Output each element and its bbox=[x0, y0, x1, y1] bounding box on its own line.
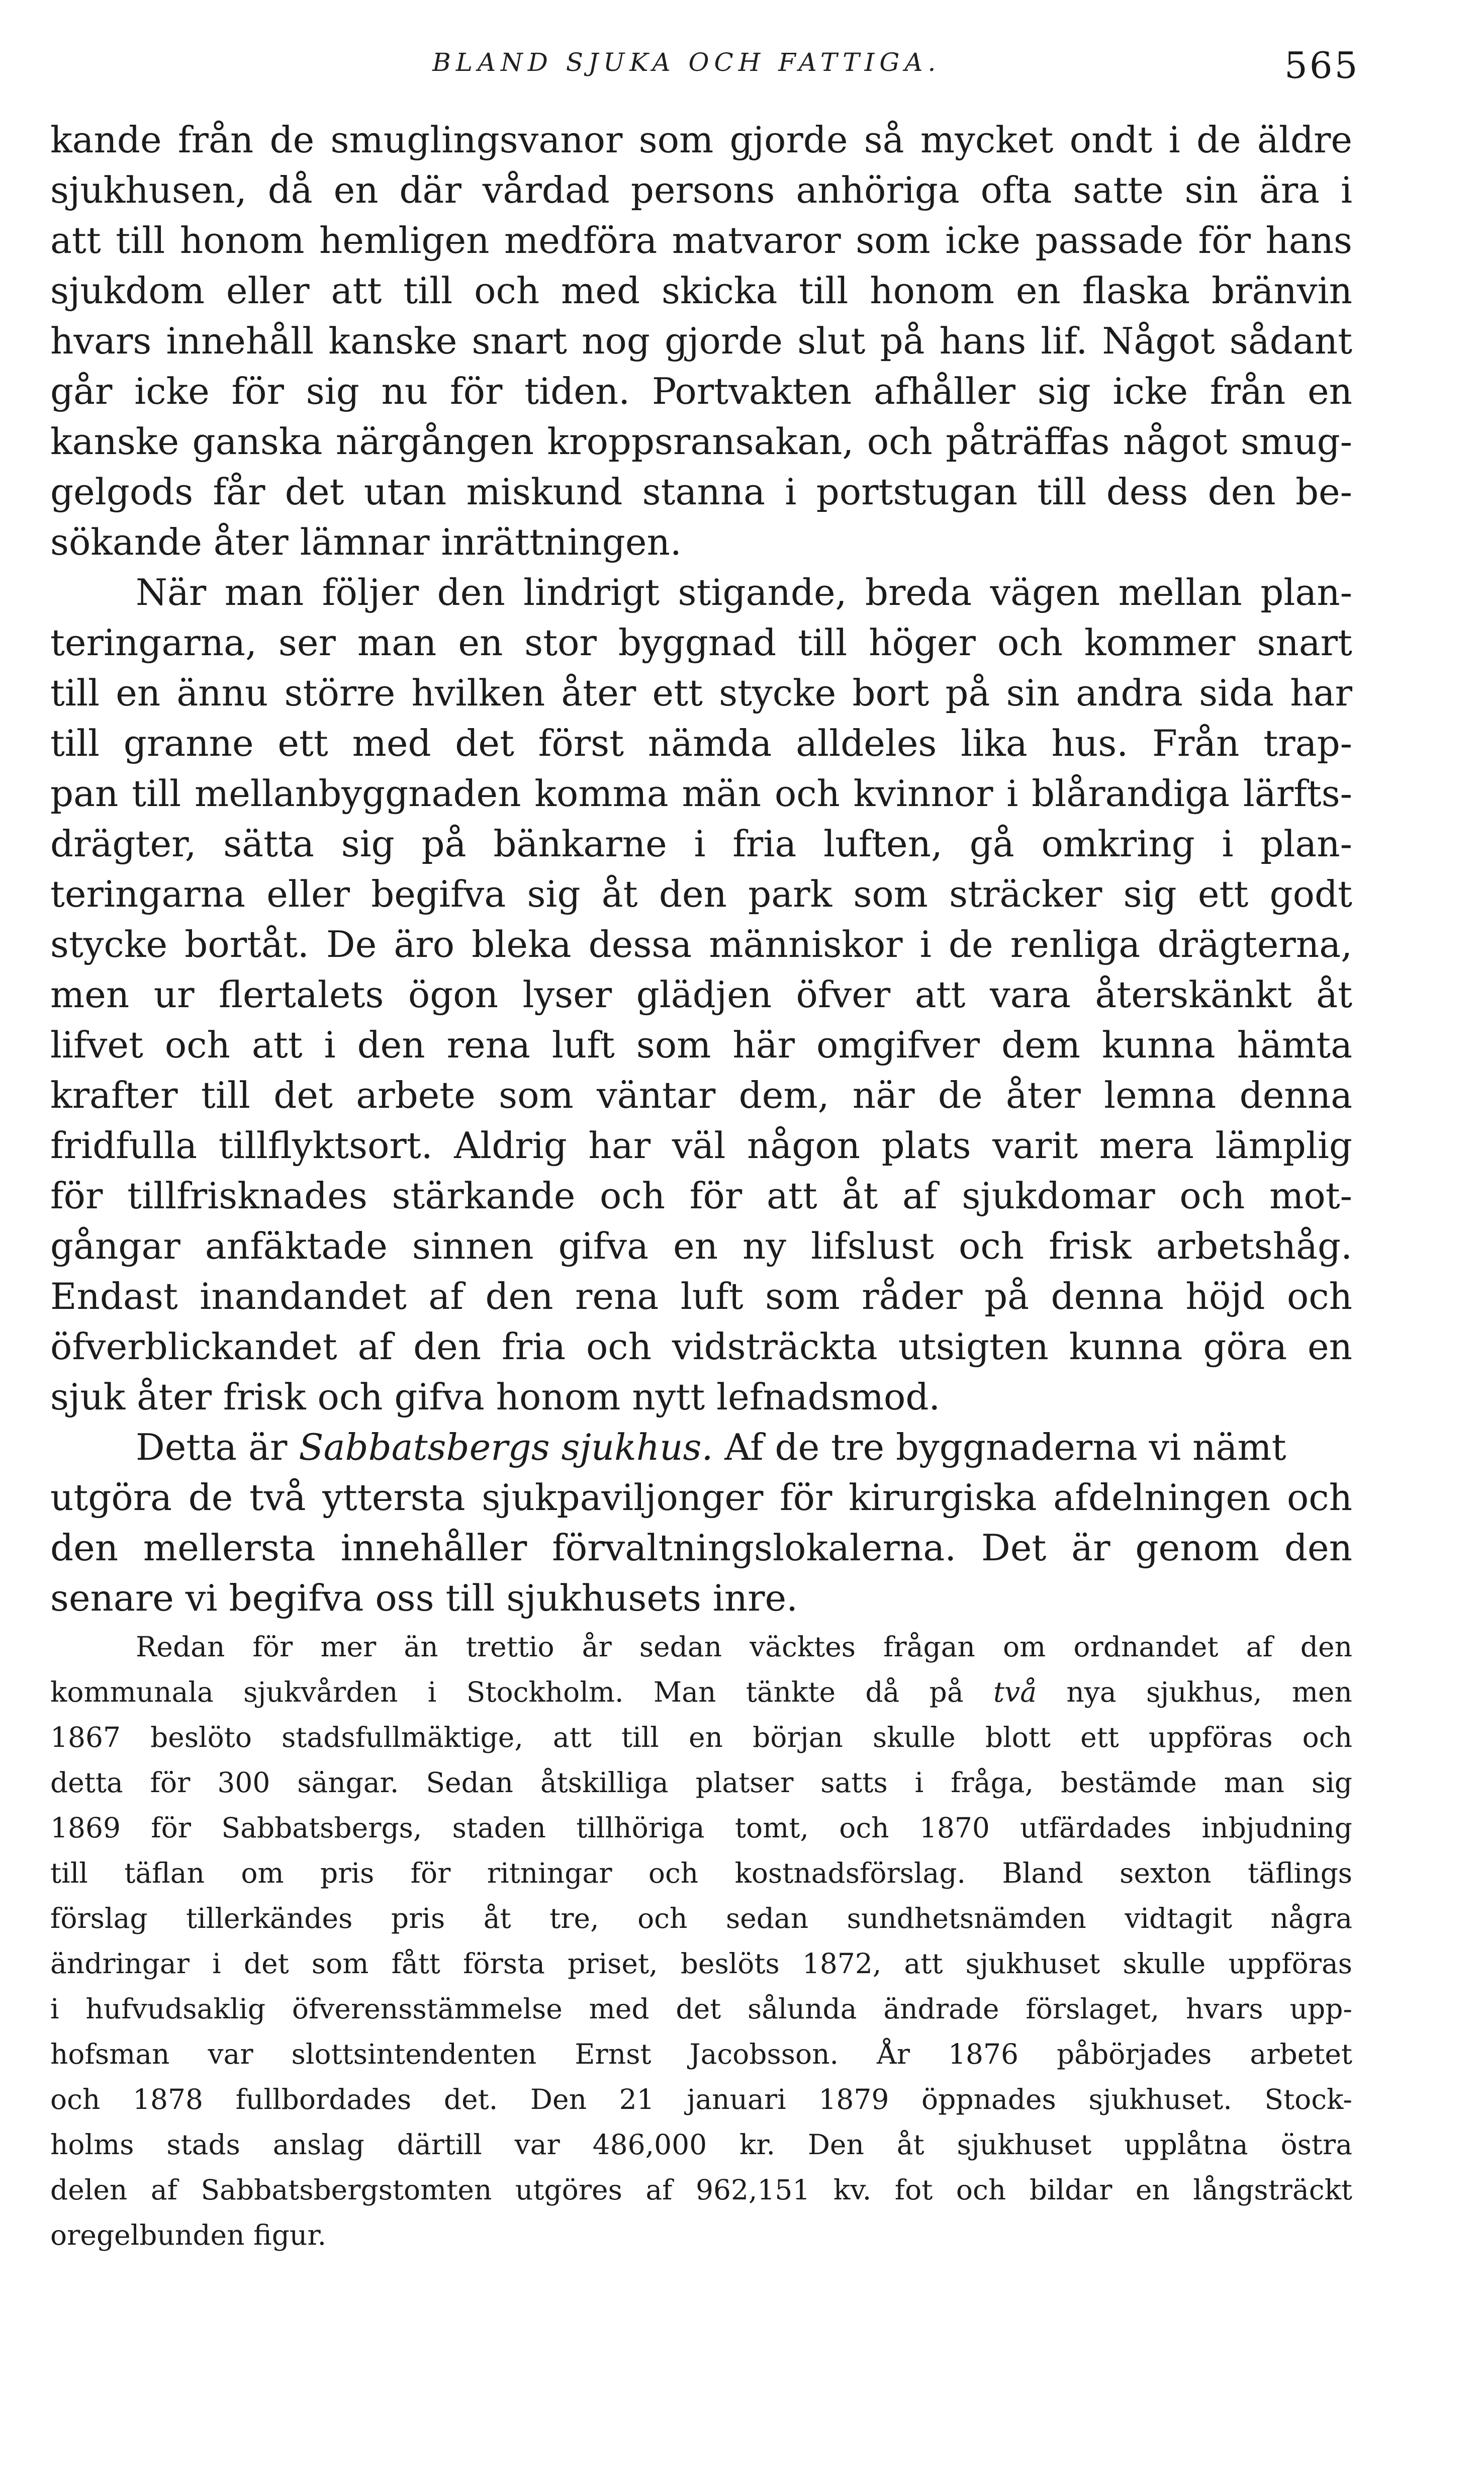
text-line: går icke för sig nu för tiden. Portvakten afhåller sig icke från en bbox=[50, 370, 1352, 412]
text-line bbox=[50, 1422, 1352, 1472]
text-span: Detta är bbox=[136, 1426, 299, 1468]
text-line: lifvet och att i den rena luft som här omgifver dem kunna hämta bbox=[50, 1024, 1352, 1066]
text-line: gångar anfäktade sinnen gifva en ny lifslust och frisk arbetshåg. bbox=[50, 1225, 1352, 1267]
text-line: sökande åter lämnar inrättningen. bbox=[50, 521, 682, 563]
text-line: pan till mellanbyggnaden komma män och kvinnor i blårandiga lärfts- bbox=[50, 772, 1352, 815]
footnote-line: hofsman var slottsintendenten Ernst Jacobsson. År 1876 påbörjades arbetet bbox=[50, 2038, 1352, 2070]
emphasis-text: två bbox=[993, 1676, 1037, 1708]
text-line: drägter, sätta sig på bänkarne i fria luften, gå omkring i plan- bbox=[50, 823, 1352, 865]
footnote-line: och 1878 fullbordades det. Den 21 januari 1879 öppnades sjukhuset. Stock- bbox=[50, 2083, 1352, 2115]
footnote-line: detta för 300 sängar. Sedan åtskilliga platser satts i fråga, bestämde man sig bbox=[50, 1766, 1352, 1799]
footnote-line: ändringar i det som fått första priset, beslöts 1872, att sjukhuset skulle uppföras bbox=[50, 1948, 1352, 1980]
text-line: hvars innehåll kanske snart nog gjorde slut på hans lif. Något sådant bbox=[50, 320, 1352, 362]
text-line: gelgods får det utan miskund stanna i portstugan till dess den be- bbox=[50, 471, 1352, 513]
text-line: att till honom hemligen medföra matvaror som icke passade för hans bbox=[50, 219, 1352, 261]
text-line: för tillfrisknades stärkande och för att åt af sjukdomar och mot- bbox=[50, 1175, 1352, 1217]
text-line: teringarna, ser man en stor byggnad till höger och kommer snart bbox=[50, 622, 1352, 664]
text-span: Af de tre byggnaderna vi nämt bbox=[713, 1426, 1286, 1468]
text-line: till en ännu större hvilken åter ett stycke bort på sin andra sida har bbox=[50, 672, 1352, 714]
text-line: krafter till det arbete som väntar dem, när de åter lemna denna bbox=[50, 1074, 1352, 1116]
footnote-line: holms stads anslag därtill var 486,000 kr. Den åt sjukhuset upplåtna östra bbox=[50, 2129, 1352, 2161]
hospital-name: Sabbatsbergs sjukhus. bbox=[299, 1426, 713, 1468]
footnote-line: förslag tillerkändes pris åt tre, och sedan sundhetsnämden vidtagit några bbox=[50, 1902, 1352, 1934]
footnote-line bbox=[50, 1669, 1352, 1715]
footnote-line: i hufvudsaklig öfverensstämmelse med det sålunda ändrade förslaget, hvars upp- bbox=[50, 1993, 1352, 2025]
footnote-line: 1867 beslöto stadsfullmäktige, att till en början skulle blott ett uppföras och bbox=[50, 1721, 1352, 1753]
text-line: När man följer den lindrigt stigande, breda vägen mellan plan- bbox=[136, 571, 1352, 613]
page-number: 565 bbox=[1284, 44, 1360, 86]
footnote-line: Redan för mer än trettio år sedan väcktes frågan om ordnandet af den bbox=[136, 1631, 1352, 1663]
text-span: nya sjukhus, men bbox=[1036, 1676, 1352, 1708]
text-line: den mellersta innehåller förvaltningslokalerna. Det är genom den bbox=[50, 1527, 1352, 1569]
running-header: BLAND SJUKA OCH FATTIGA. bbox=[432, 48, 941, 77]
text-line: kanske ganska närgången kroppsransakan, och påträffas något smug- bbox=[50, 420, 1352, 463]
text-line: kande från de smuglingsvanor som gjorde så mycket ondt i de äldre bbox=[50, 119, 1352, 161]
text-line: utgöra de två yttersta sjukpaviljonger för kirurgiska afdelningen och bbox=[50, 1476, 1352, 1519]
text-line: sjuk åter frisk och gifva honom nytt lefnadsmod. bbox=[50, 1376, 941, 1418]
footnote-line: oregelbunden figur. bbox=[50, 2219, 327, 2251]
text-line: stycke bortåt. De äro bleka dessa människor i de renliga drägterna, bbox=[50, 923, 1352, 965]
text-span: kommunala sjukvården i Stockholm. Man tänkte då på bbox=[50, 1676, 994, 1708]
text-line: teringarna eller begifva sig åt den park som sträcker sig ett godt bbox=[50, 873, 1352, 915]
text-line: fridfulla tillflyktsort. Aldrig har väl någon plats varit mera lämplig bbox=[50, 1124, 1352, 1167]
text-line: Endast inandandet af den rena luft som råder på denna höjd och bbox=[50, 1275, 1352, 1317]
text-line: öfverblickandet af den fria och vidsträckta utsigten kunna göra en bbox=[50, 1325, 1352, 1368]
footnote-line: till täflan om pris för ritningar och kostnadsförslag. Bland sexton täflings bbox=[50, 1857, 1352, 1889]
footnote-line: delen af Sabbatsbergstomten utgöres af 962,151 kv. fot och bildar en långsträckt bbox=[50, 2174, 1352, 2206]
footnote-line: 1869 för Sabbatsbergs, staden tillhöriga tomt, och 1870 utfärdades inbjudning bbox=[50, 1812, 1352, 1844]
text-line: sjukdom eller att till och med skicka till honom en flaska bränvin bbox=[50, 270, 1352, 312]
text-line: men ur flertalets ögon lyser glädjen öfver att vara återskänkt åt bbox=[50, 973, 1352, 1016]
text-line: till granne ett med det först nämda alldeles lika hus. Från trap- bbox=[50, 722, 1352, 764]
text-line: sjukhusen, då en där vårdad persons anhöriga ofta satte sin ära i bbox=[50, 169, 1352, 211]
text-line: senare vi begifva oss till sjukhusets inre. bbox=[50, 1577, 798, 1619]
